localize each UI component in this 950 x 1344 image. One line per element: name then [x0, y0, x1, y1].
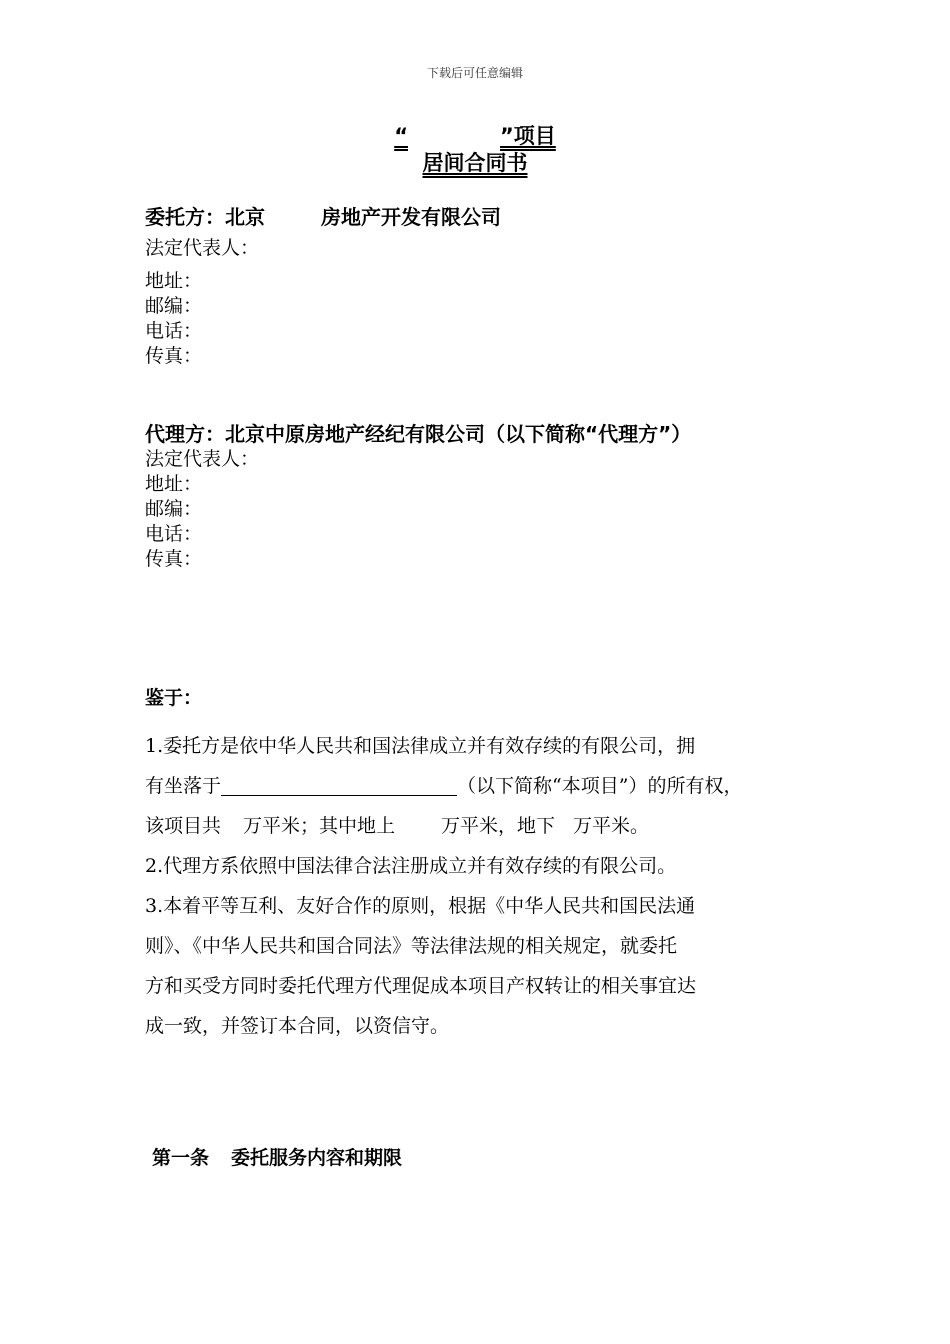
clause-3-line-2: 则》、《中华人民共和国合同法》等法律法规的相关规定，就委托: [145, 935, 678, 957]
clause-1-line-3: 该项目共 万平米；其中地上 万平米，地下 万平米。: [145, 815, 650, 837]
title-contract-name: 居间合同书: [422, 151, 528, 175]
principal-legal-rep: 法定代表人：: [145, 237, 260, 259]
clause-1-line-1: 1.委托方是依中华人民共和国法律成立并有效存续的有限公司，拥: [145, 735, 696, 757]
whereas-clauses: [145, 726, 825, 1046]
title-line-2: [0, 149, 950, 177]
agent-phone: 电话：: [145, 523, 203, 545]
principal-postcode: 邮编：: [145, 295, 203, 317]
principal-address: 地址：: [145, 270, 203, 292]
article-1-heading: 第一条 委托服务内容和期限: [152, 1147, 403, 1169]
clause-3-line-4: 成一致，并签订本合同，以资信守。: [145, 1015, 450, 1037]
title-project-name: “ ”项目: [394, 124, 556, 148]
header-note: 下载后可任意编辑: [426, 66, 523, 80]
whereas-heading: 鉴于：: [145, 687, 203, 709]
clause-3-line-3: 方和买受方同时委托代理方代理促成本项目产权转让的相关事宜达: [145, 975, 697, 997]
clause-1-line-2: 有坐落于 （以下简称“本项目”）的所有权，: [145, 775, 743, 797]
principal-heading: 委托方：北京 房地产开发有限公司: [145, 205, 501, 229]
agent-address: 地址：: [145, 473, 203, 495]
agent-fax: 传真：: [145, 548, 203, 570]
principal-fax: 传真：: [145, 345, 203, 367]
principal-section: [145, 204, 501, 369]
clause-3-line-1: 3.本着平等互利、友好合作的原则，根据《中华人民共和国民法通: [145, 895, 696, 917]
agent-heading: 代理方：北京中原房地产经纪有限公司（以下简称“代理方”）: [145, 422, 692, 446]
agent-legal-rep: 法定代表人：: [145, 448, 260, 470]
project-location-blank: [221, 773, 457, 796]
clause-2: 2.代理方系依照中国法律合法注册成立并有效存续的有限公司。: [145, 855, 677, 877]
agent-section: [145, 421, 691, 572]
title-line-1: [0, 122, 950, 150]
principal-phone: 电话：: [145, 320, 203, 342]
agent-postcode: 邮编：: [145, 498, 203, 520]
